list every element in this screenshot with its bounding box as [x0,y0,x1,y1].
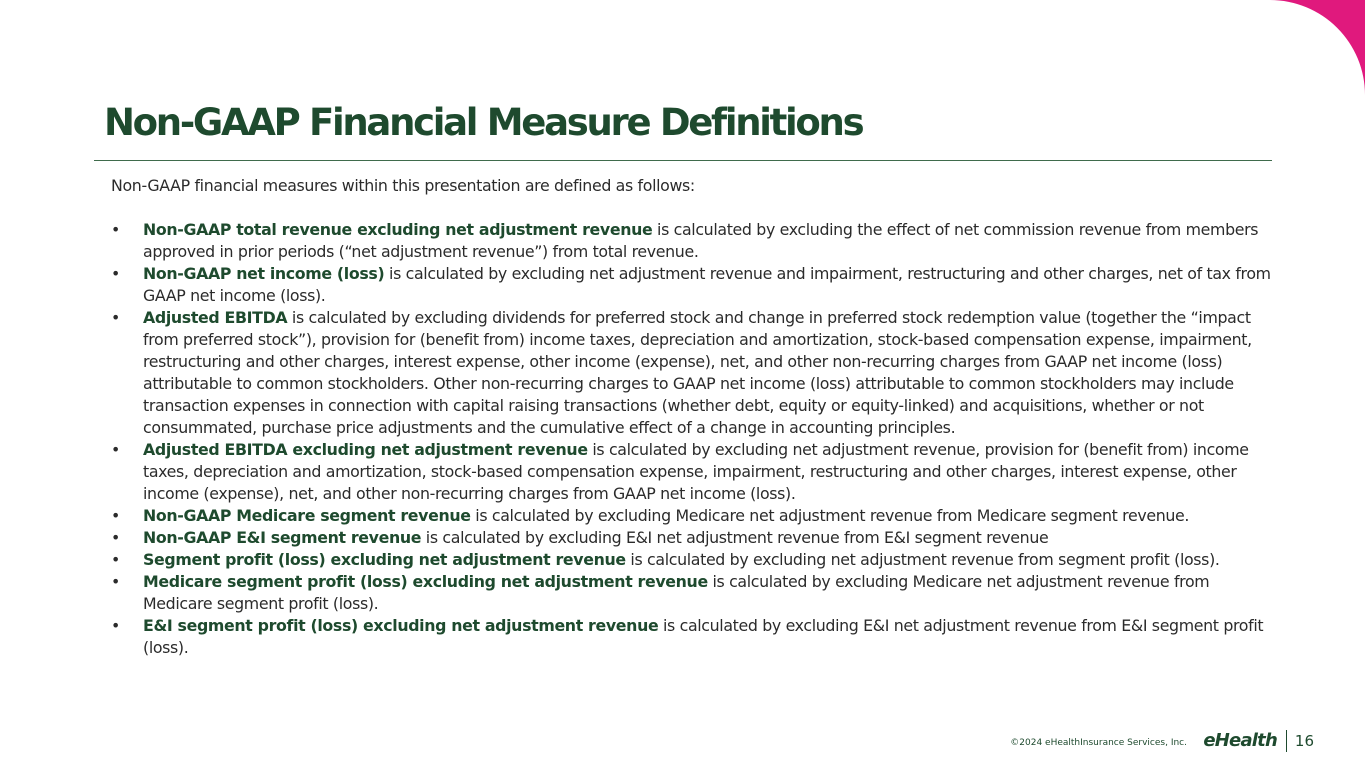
copyright-notice: ©2024 eHealthInsurance Services, Inc. [1010,738,1187,748]
page-title: Non-GAAP Financial Measure Definitions [104,101,863,144]
bullet: • [111,264,120,283]
definition-text: is calculated by excluding net adjustment revenue and impairment, restructuring and other charges, net of tax from GAAP net income (loss). [143,264,1271,305]
bullet: • [111,528,120,547]
definition-term: Adjusted EBITDA excluding net adjustment revenue [143,440,588,459]
bullet: • [111,506,120,525]
slide-footer [0,728,1365,758]
bullet: • [111,572,120,591]
list-item [111,549,1271,571]
definition-text: is calculated by excluding E&I net adjustment revenue from E&I segment revenue [421,528,1049,547]
definition-term: Medicare segment profit (loss) excluding net adjustment revenue [143,572,708,591]
definition-text: is calculated by excluding Medicare net adjustment revenue from Medicare segment profit (loss). [143,572,1210,613]
page-number: 16 [1294,732,1314,750]
definition-text: is calculated by excluding net adjustment revenue, provision for (benefit from) income taxes, depreciation and amortization, stock-based compensation expense, impairment, restructuring and other charges, interest expense, other income (expense), net, and other non-recurring charges from GAAP net income (loss). [143,440,1249,503]
definition-term: Non-GAAP total revenue excluding net adjustment revenue [143,220,653,239]
list-item [111,307,1271,439]
list-item [111,615,1271,659]
bullet: • [111,308,120,327]
definition-text: is calculated by excluding net adjustment revenue from segment profit (loss). [625,550,1220,569]
ehealth-logo: eHealth [1203,730,1277,751]
bullet: • [111,616,120,635]
definition-text: is calculated by excluding the effect of net commission revenue from members approved in prior periods (“net adjustment revenue”) from total revenue. [143,220,1259,261]
definition-text: is calculated by excluding dividends for preferred stock and change in preferred stock redemption value (together the “impact from preferred stock”), provision for (benefit from) income taxes, depreciation and amortization, stock-based compensation expense, impairment, restructuring and other charges, interest expense, other income (expense), net, and other non-recurring charges from GAAP net income (loss) attributable to common stockholders. Other non-recurring charges to GAAP net income (loss) attributable to common stockholders may include transaction expenses in connection with capital raising transactions (whether debt, equity or equity-linked) and acquisitions, whether or not consummated, purchase price adjustments and the cumulative effect of a change in accounting principles. [143,308,1252,437]
bullet: • [111,550,120,569]
list-item [111,527,1271,549]
definitions-content [111,175,1271,659]
footer-divider [1286,730,1287,752]
definition-term: E&I segment profit (loss) excluding net adjustment revenue [143,616,659,635]
list-item [111,505,1271,527]
list-item [111,439,1271,505]
definition-text: is calculated by excluding E&I net adjustment revenue from E&I segment profit (loss). [143,616,1264,657]
definition-term: Adjusted EBITDA [143,308,288,327]
intro-text: Non-GAAP financial measures within this presentation are defined as follows: [111,176,695,195]
list-item [111,263,1271,307]
definition-term: Non-GAAP Medicare segment revenue [143,506,471,525]
bullet: • [111,440,120,459]
definition-term: Segment profit (loss) excluding net adjustment revenue [143,550,626,569]
definitions-list [111,219,1271,659]
bullet: • [111,220,120,239]
list-item [111,219,1271,263]
title-divider [94,160,1272,161]
list-item [111,571,1271,615]
corner-arc-decoration [1270,0,1365,95]
definition-term: Non-GAAP net income (loss) [143,264,385,283]
definition-text: is calculated by excluding Medicare net adjustment revenue from Medicare segment revenue. [470,506,1190,525]
definition-term: Non-GAAP E&I segment revenue [143,528,422,547]
